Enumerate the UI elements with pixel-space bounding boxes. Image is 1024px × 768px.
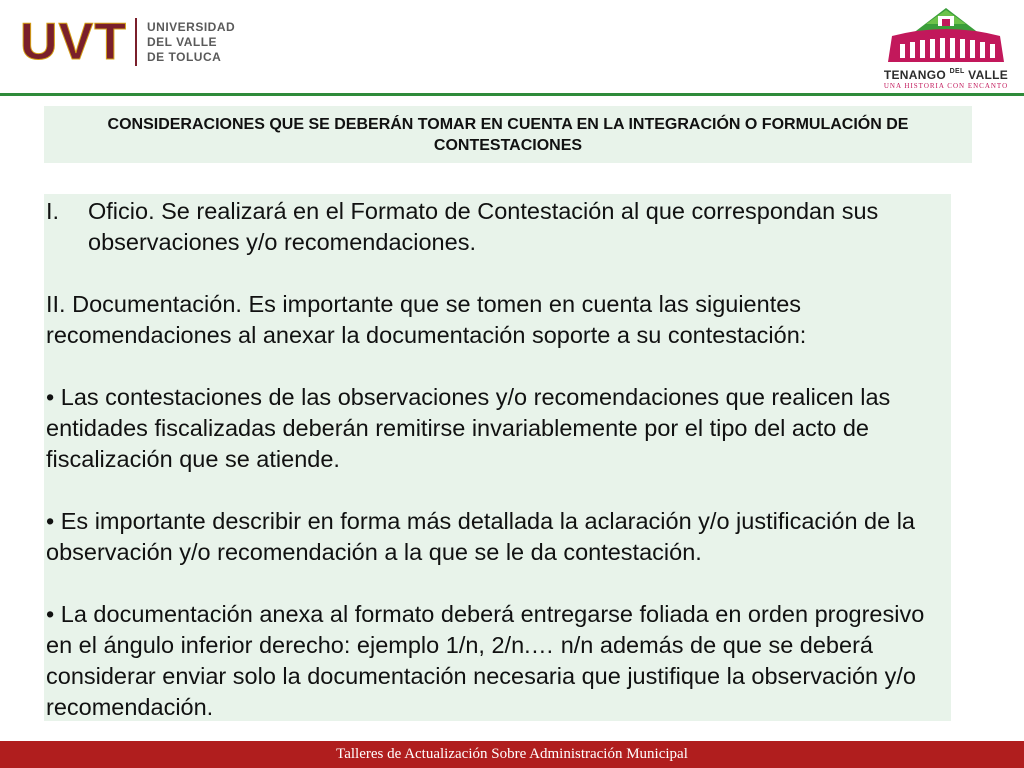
tenango-wordmark	[876, 68, 1016, 82]
tenango-word-2: VALLE	[968, 68, 1009, 82]
list-item-oficio	[46, 196, 946, 258]
list-item-number: I.	[46, 198, 60, 224]
uvt-logo-divider	[135, 18, 137, 66]
uvt-logo	[20, 14, 235, 70]
uvt-name-line-3: DE TOLUCA	[147, 49, 222, 64]
footer-text: Talleres de Actualización Sobre Administración Municipal	[336, 746, 688, 762]
paragraph-documentacion: II. Documentación. Es importante que se tomen en cuenta las siguientes recomendaciones al anexar la documentación soporte a su contestación:	[46, 291, 807, 348]
list-item-text: Oficio. Se realizará en el Formato de Contestación al que correspondan sus observaciones y/o recomendaciones.	[88, 198, 879, 255]
uvt-logo-name	[147, 20, 235, 65]
slide-footer	[0, 741, 1024, 768]
tenango-pyramid-icon	[882, 4, 1010, 66]
uvt-name-line-2: DEL VALLE	[147, 34, 218, 49]
title-box	[44, 106, 972, 163]
content-text	[46, 196, 946, 723]
bullet-item-2: • Es importante describir en forma más detallada la aclaración y/o justificación de la observación y/o recomendación a la que se le da contestación.	[46, 508, 916, 565]
content-box	[44, 194, 951, 721]
tenango-word-1: TENANGO	[883, 68, 946, 82]
bullet-item-1: • Las contestaciones de las observaciones y/o recomendaciones que realicen las entidades fiscalizadas deberán remitirse invariablemente por el tipo del acto de fiscalización que se atiende.	[46, 384, 891, 472]
tenango-word-small: DEL	[949, 68, 965, 75]
tenango-logo	[876, 4, 1016, 90]
bullet-item-3: • La documentación anexa al formato deberá entregarse foliada en orden progresivo en el ángulo inferior derecho: ejemplo 1/n, 2/n.… n/n además de que se deberá considerar enviar solo la documentación necesaria que justifique la observación y/o recomendación.	[46, 601, 925, 720]
uvt-name-line-1: UNIVERSIDAD	[147, 19, 236, 34]
tenango-tagline: UNA HISTORIA CON ENCANTO	[883, 82, 1009, 90]
slide-header	[0, 0, 1024, 96]
uvt-logo-mark: UVT	[20, 13, 127, 71]
slide-title: CONSIDERACIONES QUE SE DEBERÁN TOMAR EN CUENTA EN LA INTEGRACIÓN O FORMULACIÓN DE CONTESTACIONES	[107, 115, 909, 154]
header-divider	[0, 93, 1024, 96]
